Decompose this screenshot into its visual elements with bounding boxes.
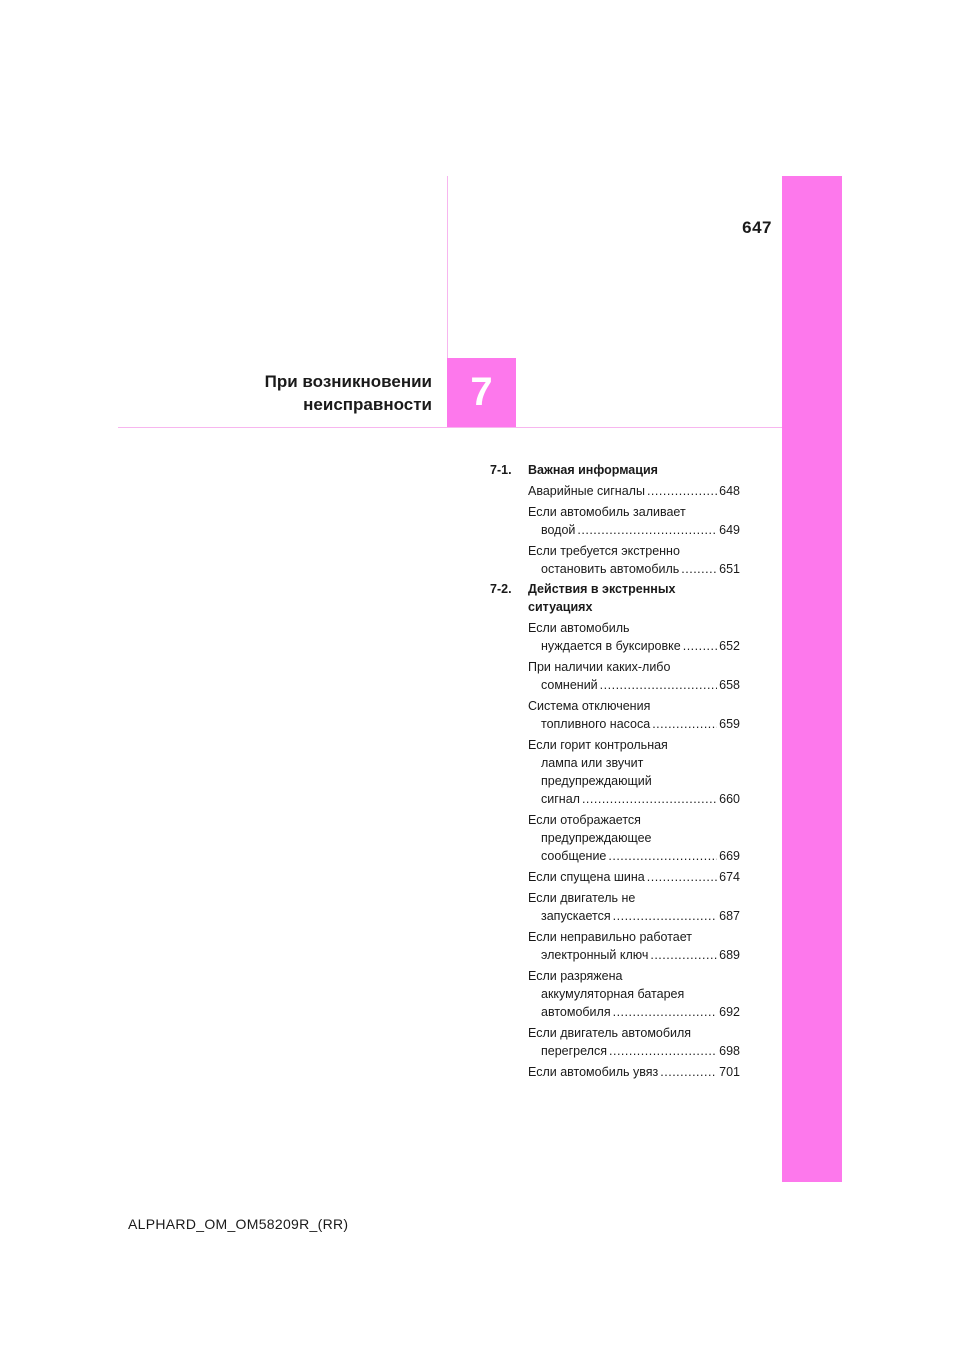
toc-entry[interactable] xyxy=(528,503,740,539)
toc-entry-text: сообщение xyxy=(541,849,607,863)
toc-entry-line xyxy=(528,736,740,754)
chapter-title-line: При возникновении xyxy=(264,372,432,391)
table-of-contents xyxy=(490,461,740,1083)
toc-entry-text: При наличии каких-либо xyxy=(528,660,671,674)
toc-entry-text: перегрелся xyxy=(541,1044,607,1058)
toc-section xyxy=(490,461,740,578)
toc-section-number: 7-2. xyxy=(490,582,512,596)
toc-entry-page: 692 xyxy=(719,1005,740,1019)
toc-entry-line xyxy=(528,658,740,676)
toc-entry[interactable] xyxy=(528,928,740,964)
toc-entry[interactable] xyxy=(528,697,740,733)
toc-entry-line xyxy=(528,946,740,964)
toc-entry-line xyxy=(528,1063,740,1081)
chapter-side-tab xyxy=(782,176,842,1182)
toc-entry-line xyxy=(528,790,740,808)
toc-entry-page: 648 xyxy=(719,484,740,498)
toc-entry-line xyxy=(528,715,740,733)
toc-leader-dots xyxy=(613,1003,718,1021)
toc-entry-line xyxy=(528,637,740,655)
toc-entry[interactable] xyxy=(528,619,740,655)
toc-entry-text: Если горит контрольная xyxy=(528,738,668,752)
toc-entry-page: 701 xyxy=(719,1065,740,1079)
toc-section-title xyxy=(528,461,740,479)
toc-entry-page: 689 xyxy=(719,948,740,962)
toc-entry-page: 652 xyxy=(719,639,740,653)
toc-entry-line xyxy=(528,619,740,637)
toc-entry-line xyxy=(528,542,740,560)
toc-leader-dots xyxy=(650,946,717,964)
toc-leader-dots xyxy=(600,676,717,694)
toc-entry-line xyxy=(528,1024,740,1042)
toc-section-heading xyxy=(490,461,740,479)
toc-entry-text: предупреждающий xyxy=(541,774,652,788)
footer-doc-code: ALPHARD_OM_OM58209R_(RR) xyxy=(128,1216,349,1232)
toc-entry[interactable] xyxy=(528,542,740,578)
toc-entry-line xyxy=(528,985,740,1003)
toc-entry-text: Если автомобиль заливает xyxy=(528,505,686,519)
toc-leader-dots xyxy=(681,560,717,578)
toc-entry[interactable] xyxy=(528,889,740,925)
chapter-number: 7 xyxy=(470,370,493,414)
toc-entry-line xyxy=(528,697,740,715)
toc-section xyxy=(490,580,740,1081)
toc-leader-dots xyxy=(609,1042,717,1060)
header-horizontal-rule xyxy=(118,427,782,428)
toc-entry-text: Если двигатель не xyxy=(528,891,636,905)
toc-entry-text: предупреждающее xyxy=(541,831,652,845)
toc-leader-dots xyxy=(613,907,717,925)
toc-entry[interactable] xyxy=(528,1063,740,1081)
toc-section-title-line: Важная информация xyxy=(528,463,658,477)
toc-entry-line xyxy=(528,503,740,521)
toc-section-title-line: Действия в экстренных xyxy=(528,582,676,596)
toc-entry-page: 660 xyxy=(719,792,740,806)
toc-leader-dots xyxy=(608,847,717,865)
toc-leader-dots xyxy=(582,790,717,808)
chapter-title-line: неисправности xyxy=(303,395,432,414)
toc-leader-dots xyxy=(660,1063,717,1081)
toc-leader-dots xyxy=(652,715,717,733)
toc-section-title-line: ситуациях xyxy=(528,600,593,614)
toc-section-number: 7-1. xyxy=(490,463,512,477)
header-vertical-rule xyxy=(447,176,448,358)
toc-entry-text: нуждается в буксировке xyxy=(541,639,681,653)
toc-entry-text: сигнал xyxy=(541,792,580,806)
toc-entry-line xyxy=(528,676,740,694)
toc-leader-dots xyxy=(647,482,717,500)
toc-entry-line xyxy=(528,1003,740,1021)
toc-entry-line xyxy=(528,560,740,578)
page-number: 647 xyxy=(742,218,772,237)
toc-entry-text: автомобиля xyxy=(541,1005,611,1019)
toc-entry-text: Если требуется экстренно xyxy=(528,544,680,558)
toc-entry[interactable] xyxy=(528,868,740,886)
toc-entry-line xyxy=(528,521,740,539)
toc-entry-page: 669 xyxy=(719,849,740,863)
toc-leader-dots xyxy=(647,868,717,886)
toc-entry-text: Если неправильно работает xyxy=(528,930,693,944)
toc-entry-line xyxy=(528,772,740,790)
toc-entry[interactable] xyxy=(528,1024,740,1060)
toc-entry-text: остановить автомобиль xyxy=(541,562,680,576)
toc-entry-line xyxy=(528,1042,740,1060)
toc-entry-text: Если автомобиль увяз xyxy=(528,1065,659,1079)
toc-entry-line xyxy=(528,967,740,985)
toc-entry-text: лампа или звучит xyxy=(541,756,644,770)
toc-entry-line xyxy=(528,907,740,925)
toc-entry-text: запускается xyxy=(541,909,611,923)
toc-entry-line xyxy=(528,868,740,886)
toc-entry-line xyxy=(528,928,740,946)
toc-entry-text: электронный ключ xyxy=(541,948,649,962)
chapter-title xyxy=(200,370,432,416)
toc-entry[interactable] xyxy=(528,967,740,1021)
toc-entry-line xyxy=(528,754,740,772)
toc-entry-text: аккумуляторная батарея xyxy=(541,987,685,1001)
toc-entry-page: 698 xyxy=(719,1044,740,1058)
toc-entry[interactable] xyxy=(528,736,740,808)
toc-entry-text: Если разряжена xyxy=(528,969,623,983)
chapter-number-box xyxy=(447,358,516,427)
toc-entry-page: 658 xyxy=(719,678,740,692)
toc-entry-page: 651 xyxy=(719,562,740,576)
toc-entry-text: Если спущена шина xyxy=(528,870,645,884)
toc-entry[interactable] xyxy=(528,811,740,865)
toc-entry-text: Если отображается xyxy=(528,813,641,827)
toc-entry-line xyxy=(528,829,740,847)
toc-leader-dots xyxy=(577,521,717,539)
toc-entry-text: топливного насоса xyxy=(541,717,651,731)
toc-entry-line xyxy=(528,889,740,907)
toc-entry-text: сомнений xyxy=(541,678,598,692)
toc-leader-dots xyxy=(683,637,717,655)
toc-section-heading xyxy=(490,580,740,616)
toc-entry-page: 649 xyxy=(719,523,740,537)
toc-entry-text: Если двигатель автомобиля xyxy=(528,1026,692,1040)
toc-entry-line xyxy=(528,811,740,829)
toc-entry-text: Аварийные сигналы xyxy=(528,484,645,498)
toc-section-title xyxy=(528,580,740,616)
toc-entry-page: 674 xyxy=(719,870,740,884)
toc-entry-page: 687 xyxy=(719,909,740,923)
toc-entry-text: Если автомобиль xyxy=(528,621,630,635)
toc-entry-text: Система отключения xyxy=(528,699,651,713)
toc-entry-text: водой xyxy=(541,523,576,537)
toc-entry[interactable] xyxy=(528,482,740,500)
toc-entry-line xyxy=(528,482,740,500)
toc-entry-page: 659 xyxy=(719,717,740,731)
toc-entry-line xyxy=(528,847,740,865)
toc-entry[interactable] xyxy=(528,658,740,694)
